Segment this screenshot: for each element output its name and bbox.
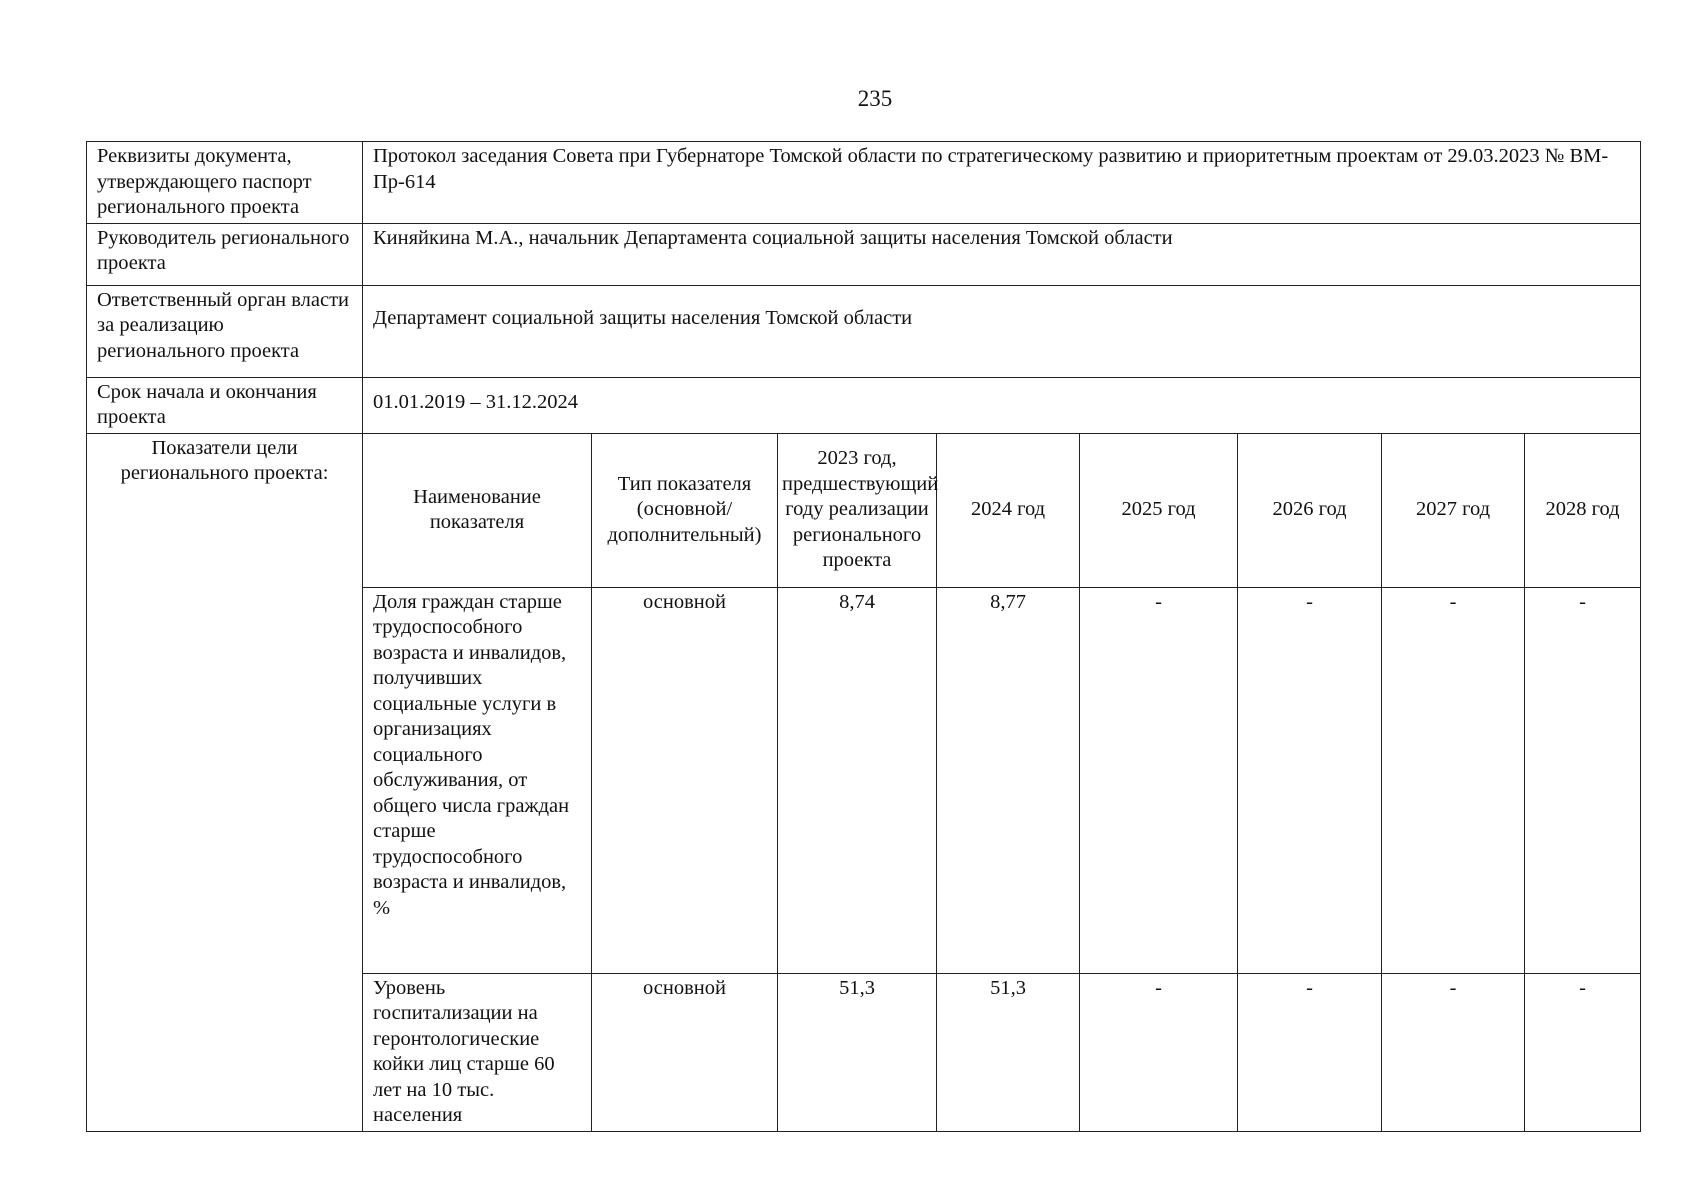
indicator-1-name: Доля граждан старше трудоспособного возраста и инвалидов, получивших социальные услуги в организациях социального обслуживания, от общего числа граждан старше трудоспособного возраста и инвалидов, %: [363, 587, 592, 973]
indicator-1-2023: 8,74: [778, 587, 937, 973]
term-row: [87, 377, 1641, 433]
indicator-1-2025: -: [1080, 587, 1238, 973]
project-head-label: Руководитель регионального проекта: [87, 223, 363, 285]
responsible-body-row: [87, 285, 1641, 377]
term-label: Срок начала и окончания проекта: [87, 377, 363, 433]
header-2026: 2026 год: [1238, 433, 1382, 587]
indicators-label: Показатели цели регионального проекта:: [87, 433, 363, 1131]
header-2025: 2025 год: [1080, 433, 1238, 587]
indicator-1-2026: -: [1238, 587, 1382, 973]
document-details-value: Протокол заседания Совета при Губернаторе Томской области по стратегическому развитию и приоритетным проектам от 29.03.2023 № ВМ-Пр-614: [363, 142, 1641, 224]
indicator-2-2026: -: [1238, 973, 1382, 1131]
header-2027: 2027 год: [1382, 433, 1525, 587]
indicator-2-name: Уровень госпитализации на геронтологические койки лиц старше 60 лет на 10 тыс. населения: [363, 973, 592, 1131]
indicator-2-2024: 51,3: [937, 973, 1080, 1131]
project-passport-table: [86, 141, 1641, 1132]
term-value: 01.01.2019 – 31.12.2024: [363, 377, 1641, 433]
project-head-value: Киняйкина М.А., начальник Департамента социальной защиты населения Томской области: [363, 223, 1641, 285]
header-2028: 2028 год: [1525, 433, 1641, 587]
indicator-1-2027: -: [1382, 587, 1525, 973]
indicator-1-2024: 8,77: [937, 587, 1080, 973]
header-2023: 2023 год, предшествующий году реализации регионального проекта: [778, 433, 937, 587]
indicator-2-2027: -: [1382, 973, 1525, 1131]
indicators-header-row: [87, 433, 1641, 587]
indicator-2-2028: -: [1525, 973, 1641, 1131]
document-details-row: [87, 142, 1641, 224]
responsible-body-label: Ответственный орган власти за реализацию регионального проекта: [87, 285, 363, 377]
indicator-2-2023: 51,3: [778, 973, 937, 1131]
header-type: Тип показателя (основной/дополнительный): [592, 433, 778, 587]
indicator-2-type: основной: [592, 973, 778, 1131]
page-number: 235: [857, 86, 893, 111]
responsible-body-value: Департамент социальной защиты населения Томской области: [363, 285, 1641, 377]
indicator-1-type: основной: [592, 587, 778, 973]
document-details-label: Реквизиты документа, утверждающего паспорт регионального проекта: [87, 142, 363, 224]
header-2024: 2024 год: [937, 433, 1080, 587]
indicator-1-2028: -: [1525, 587, 1641, 973]
header-name: Наименование показателя: [363, 433, 592, 587]
project-head-row: [87, 223, 1641, 285]
indicator-2-2025: -: [1080, 973, 1238, 1131]
